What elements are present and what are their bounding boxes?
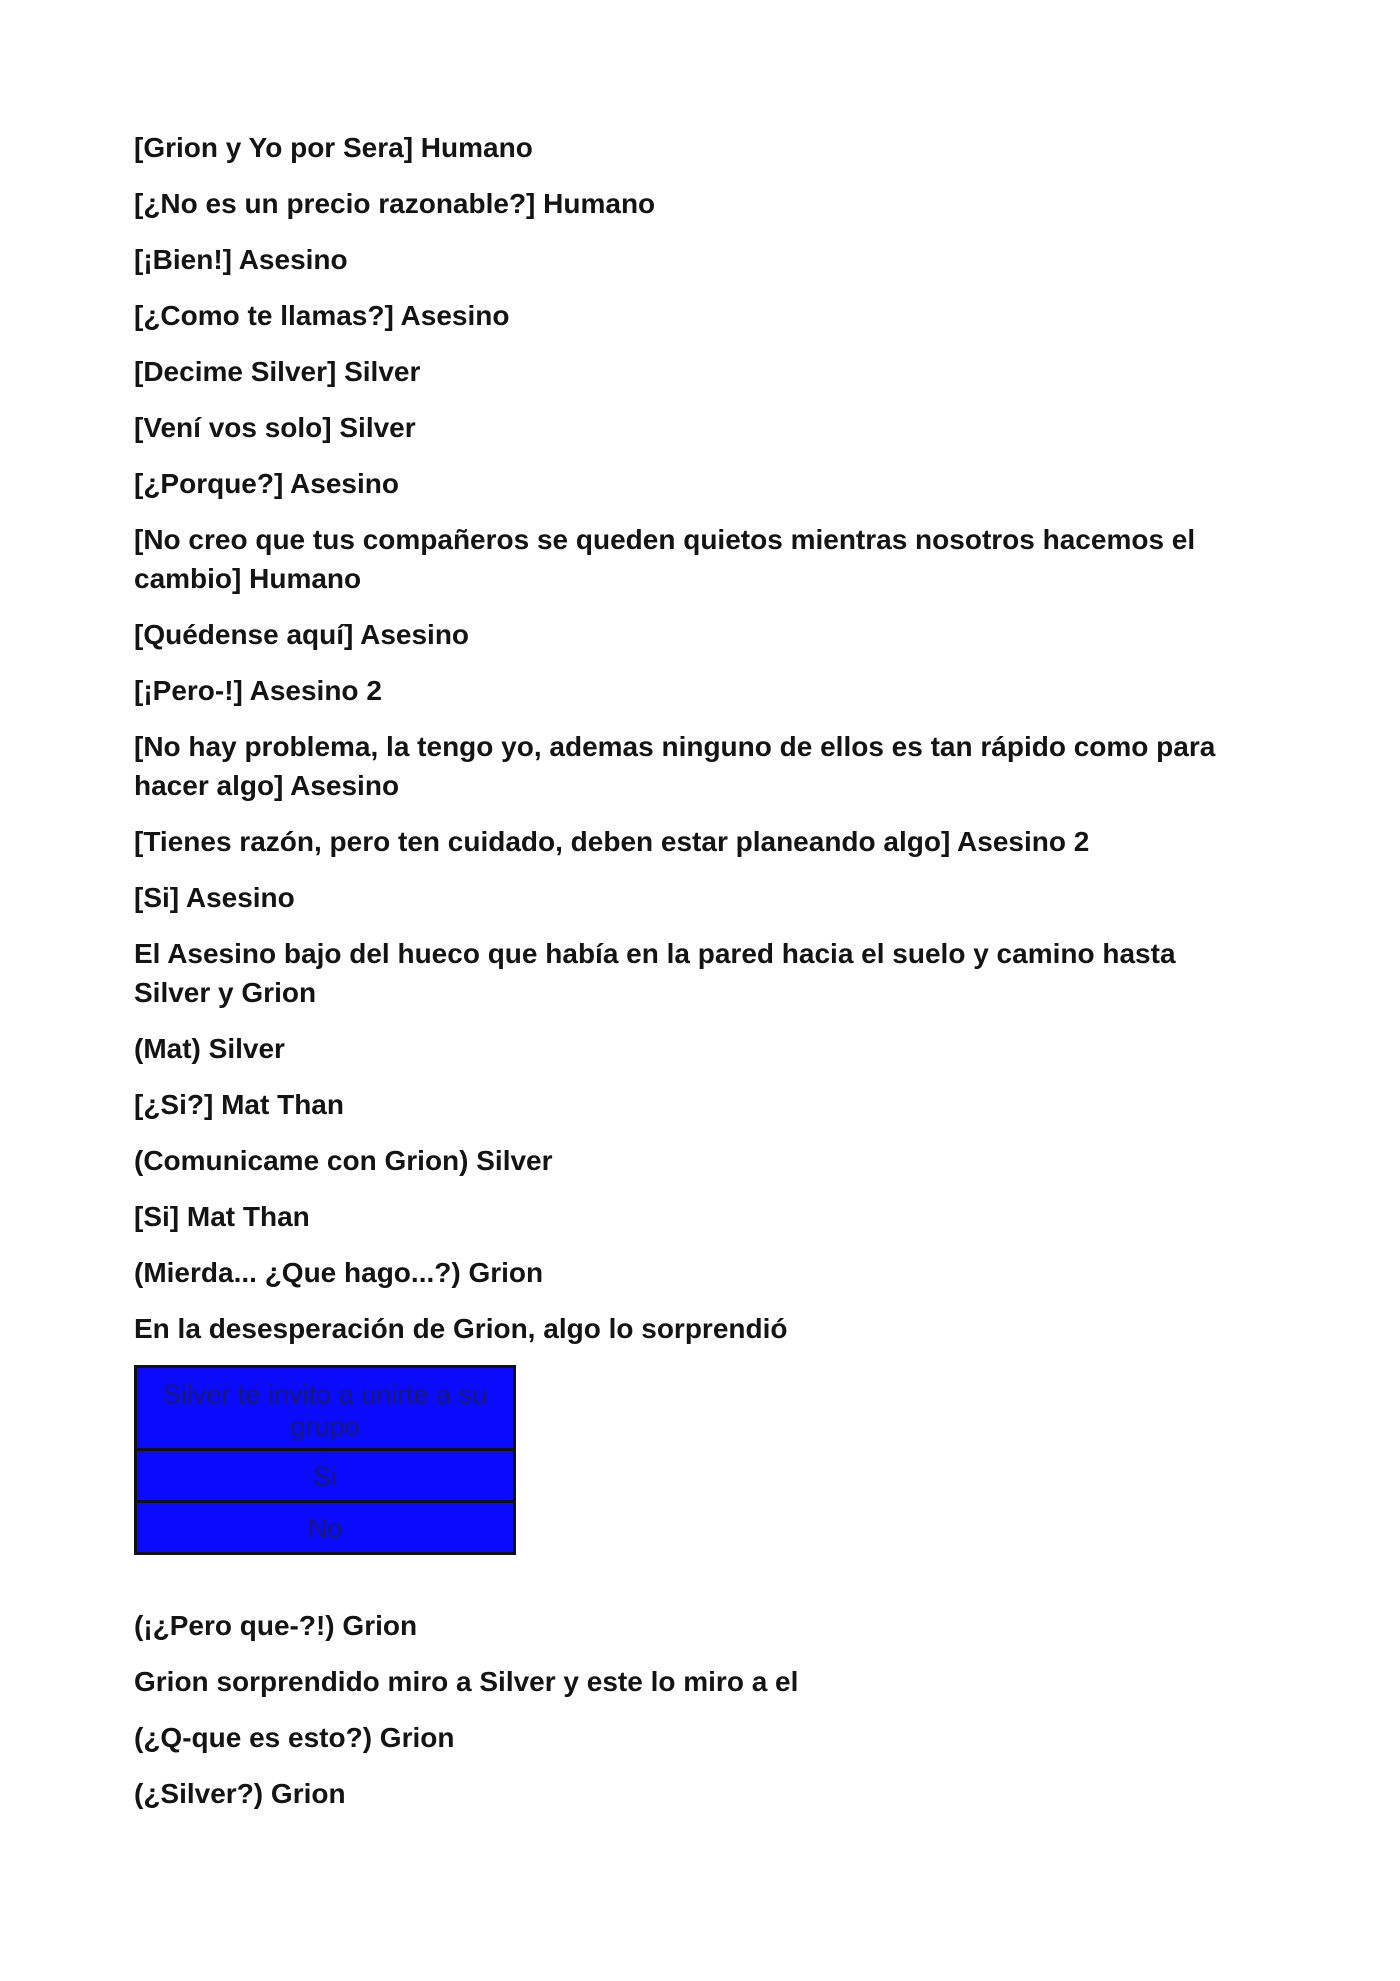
story-text-after xyxy=(134,1606,1254,1813)
text-line: [Si] Asesino xyxy=(134,882,295,913)
text-line: El Asesino bajo del hueco que había en la pared hacia el suelo y camino hasta Silver y Grion xyxy=(134,938,1176,1008)
story-text-before xyxy=(134,128,1254,1348)
text-line: [¿Como te llamas?] Asesino xyxy=(134,300,510,331)
text-line: [¡Bien!] Asesino xyxy=(134,244,348,275)
text-line: [Grion y Yo por Sera] Humano xyxy=(134,132,533,163)
text-line: (¿Q-que es esto?) Grion xyxy=(134,1722,455,1753)
text-line: [Tienes razón, pero ten cuidado, deben estar planeando algo] Asesino 2 xyxy=(134,826,1090,857)
text-line: [¿Si?] Mat Than xyxy=(134,1089,344,1120)
text-line: (Comunicame con Grion) Silver xyxy=(134,1145,553,1176)
text-line: (Mierda... ¿Que hago...?) Grion xyxy=(134,1257,544,1288)
text-line: [¿No es un precio razonable?] Humano xyxy=(134,188,656,219)
text-line: En la desesperación de Grion, algo lo sorprendió xyxy=(134,1313,788,1344)
text-line: (¿Silver?) Grion xyxy=(134,1778,346,1809)
text-line: (¡¿Pero que-?!) Grion xyxy=(134,1610,418,1641)
text-line: [Vení vos solo] Silver xyxy=(134,412,416,443)
text-line: [¿Porque?] Asesino xyxy=(134,468,399,499)
group-invite-dialog xyxy=(134,1365,516,1555)
accept-button[interactable]: Si xyxy=(137,1451,513,1503)
text-line: [Si] Mat Than xyxy=(134,1201,310,1232)
text-line: [No hay problema, la tengo yo, ademas ninguno de ellos es tan rápido como para hacer algo] Asesino xyxy=(134,731,1216,801)
text-line: [Decime Silver] Silver xyxy=(134,356,421,387)
decline-button[interactable]: No xyxy=(137,1503,513,1552)
text-line: Grion sorprendido miro a Silver y este lo miro a el xyxy=(134,1666,799,1697)
text-line: [No creo que tus compañeros se queden quietos mientras nosotros hacemos el cambio] Humano xyxy=(134,524,1196,594)
text-line: (Mat) Silver xyxy=(134,1033,285,1064)
document-body xyxy=(134,128,1254,1830)
dialog-title: Silver te invito a unirte a su grupo xyxy=(137,1368,513,1451)
text-line: [Quédense aquí] Asesino xyxy=(134,619,470,650)
text-line: [¡Pero-!] Asesino 2 xyxy=(134,675,382,706)
